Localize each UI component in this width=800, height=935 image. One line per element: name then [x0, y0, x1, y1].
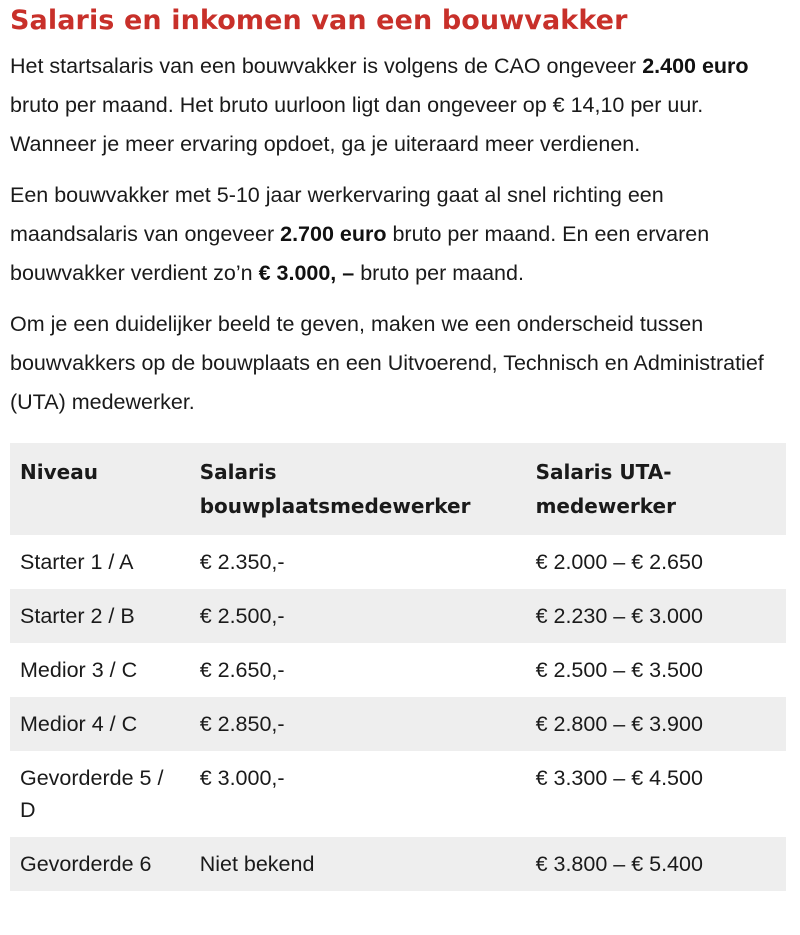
cell-niveau: Starter 2 / B — [20, 604, 135, 628]
cell-niveau: Gevorderde 5 / D — [20, 766, 164, 822]
table-row — [10, 751, 786, 837]
cell-salaris-bouwplaats: € 2.850,- — [199, 712, 285, 736]
bold-amount: € 3.000, – — [258, 261, 355, 285]
cell-salaris-bouwplaats: € 2.650,- — [199, 658, 285, 682]
table-row — [10, 697, 786, 751]
header-salaris-bouwplaats: Salaris bouwplaatsmedewerker — [199, 460, 471, 518]
table-row — [10, 589, 786, 643]
text: Een bouwvakker met 5-10 jaar werkervaring gaat al snel richting een maandsalaris van ongeveer — [10, 183, 664, 246]
cell-salaris-bouwplaats: € 2.350,- — [199, 550, 285, 574]
cell-salaris-uta: € 3.300 – € 4.500 — [535, 766, 703, 790]
table-row — [10, 535, 786, 589]
text: bruto per maand. En een ervaren bouwvakker verdient zo’n — [10, 222, 710, 285]
cell-niveau: Medior 3 / C — [20, 658, 138, 682]
text: Om je een duidelijker beeld te geven, maken we een onderscheid tussen bouwvakkers op de bouwplaats en een Uitvoerend, Technisch en Administratief (UTA) medewerker. — [10, 312, 764, 414]
text: Het startsalaris van een bouwvakker is volgens de CAO ongeveer — [10, 54, 643, 78]
intro-paragraph — [10, 47, 790, 164]
cell-salaris-uta: € 2.230 – € 3.000 — [535, 604, 703, 628]
bold-amount: 2.700 euro — [280, 222, 387, 246]
text: bruto per maand. Het bruto uurloon ligt dan ongeveer op € 14,10 per uur. Wanneer je meer ervaring opdoet, ga je uiteraard meer verdienen. — [10, 93, 704, 156]
table-row — [10, 643, 786, 697]
text: bruto per maand. — [354, 261, 524, 285]
table-header-row — [10, 443, 786, 535]
cell-salaris-bouwplaats: Niet bekend — [199, 852, 315, 876]
header-niveau: Niveau — [20, 460, 98, 484]
table-row — [10, 837, 786, 891]
cell-niveau: Gevorderde 6 — [20, 852, 152, 876]
cell-salaris-bouwplaats: € 3.000,- — [199, 766, 285, 790]
cell-salaris-bouwplaats: € 2.500,- — [199, 604, 285, 628]
cell-salaris-uta: € 2.500 – € 3.500 — [535, 658, 703, 682]
distinction-paragraph — [10, 305, 790, 422]
salary-table — [10, 443, 786, 891]
cell-niveau: Medior 4 / C — [20, 712, 138, 736]
cell-salaris-uta: € 2.000 – € 2.650 — [535, 550, 703, 574]
experience-paragraph — [10, 176, 790, 293]
section-heading: Salaris en inkomen van een bouwvakker — [10, 5, 628, 36]
cell-salaris-uta: € 3.800 – € 5.400 — [535, 852, 703, 876]
cell-niveau: Starter 1 / A — [20, 550, 134, 574]
cell-salaris-uta: € 2.800 – € 3.900 — [535, 712, 703, 736]
bold-amount: 2.400 euro — [642, 54, 749, 78]
header-salaris-uta: Salaris UTA-medewerker — [535, 460, 676, 518]
